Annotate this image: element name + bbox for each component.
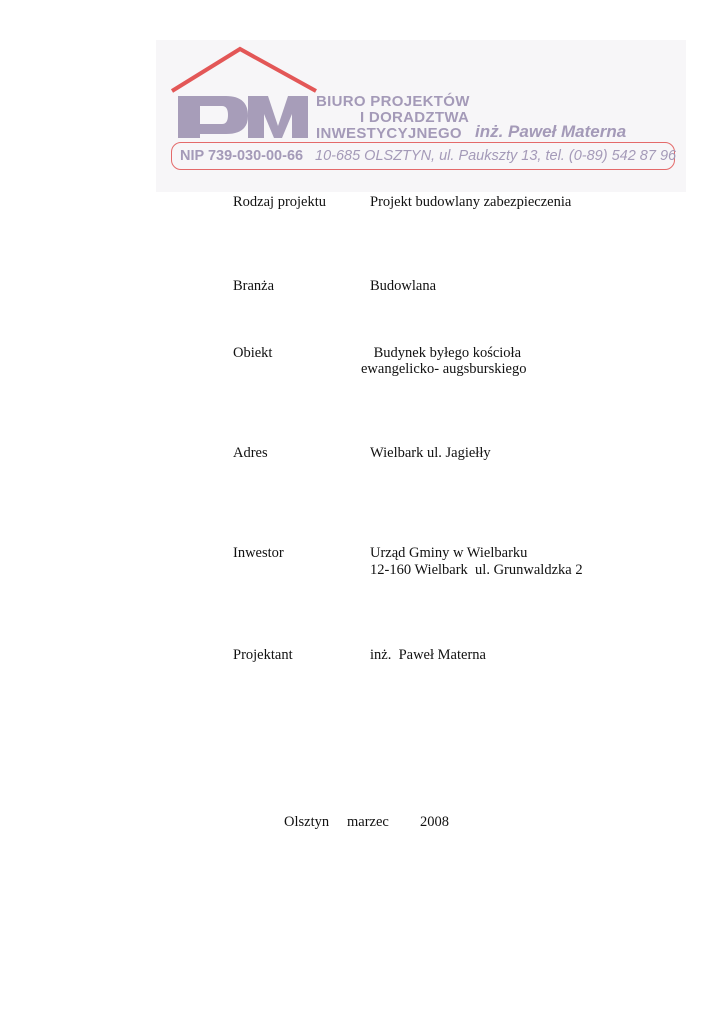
value-investor-line-2: 12-160 Wielbark ul. Grunwaldzka 2 (370, 562, 583, 578)
value-address: Wielbark ul. Jagiełły (370, 445, 491, 461)
label-project-type: Rodzaj projektu (233, 194, 327, 210)
logo-letter-m (248, 96, 308, 138)
logo-letter-p (178, 96, 248, 138)
label-designer: Projektant (233, 647, 293, 663)
label-investor: Inwestor (233, 545, 284, 561)
label-address: Adres (233, 445, 268, 461)
value-object-line-2: ewangelicko- augsburskiego (361, 361, 527, 377)
tax-id: NIP 739-030-00-66 (180, 148, 304, 164)
value-object-line-1: Budynek byłego kościoła (370, 345, 522, 361)
value-investor-line-1: Urząd Gminy w Wielbarku (370, 545, 528, 561)
value-discipline: Budowlana (370, 278, 437, 294)
letterhead (156, 40, 686, 192)
firm-name-line-2: I DORADZTWA (360, 109, 470, 126)
roof-icon (172, 49, 316, 91)
footer-year: 2008 (420, 814, 449, 830)
value-project-type: Projekt budowlany zabezpieczenia (370, 194, 572, 210)
label-object: Obiekt (233, 345, 273, 361)
footer-city: Olsztyn (284, 814, 330, 830)
firm-name-line-3: INWESTYCYJNEGO (316, 125, 462, 142)
engineer-name: inż. Paweł Materna (475, 122, 627, 141)
value-designer: inż. Paweł Materna (370, 647, 486, 663)
label-discipline: Branża (233, 278, 275, 294)
firm-name-line-1: BIURO PROJEKTÓW (316, 93, 470, 110)
footer-month: marzec (347, 814, 389, 830)
firm-address: 10-685 OLSZTYN, ul. Paukszty 13, tel. (0-89) 542 87 96 (315, 148, 677, 164)
